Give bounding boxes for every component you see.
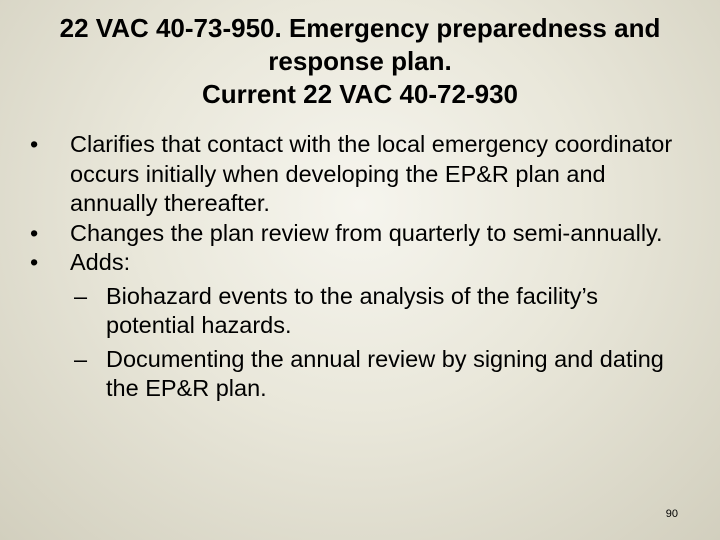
bullet-text: Clarifies that contact with the local emergency coordinator occurs initially when developing the EP&R plan and annually thereafter.: [70, 131, 673, 216]
bullet-marker: •: [30, 219, 39, 246]
sub-bullet-item-biohazard: [74, 282, 680, 341]
sub-bullet-text: Documenting the annual review by signing and dating the EP&R plan.: [106, 345, 664, 401]
title-line-2: response plan.: [268, 46, 452, 76]
slide-title: [20, 12, 700, 111]
title-line-3: Current 22 VAC 40-72-930: [202, 79, 518, 109]
sub-bullet-list: [70, 282, 680, 404]
sub-bullet-marker: –: [74, 345, 88, 372]
bullet-item-changes: [30, 219, 680, 249]
sub-bullet-text: Biohazard events to the analysis of the facility’s potential hazards.: [106, 282, 599, 338]
bullet-text: Adds:: [70, 249, 131, 275]
sub-bullet-marker: –: [74, 282, 88, 309]
bullet-marker: •: [30, 131, 39, 157]
page-number: 90: [665, 508, 678, 520]
title-line-1: 22 VAC 40-73-950. Emergency preparedness and: [59, 13, 661, 43]
bullet-item-clarifies: [30, 130, 680, 219]
bullet-text: Changes the plan review from quarterly to semi-annually.: [70, 219, 663, 246]
bullet-item-adds: [30, 248, 680, 404]
sub-bullet-item-documenting: [74, 345, 680, 404]
slide-body: [30, 130, 680, 404]
bullet-marker: •: [30, 249, 39, 275]
bullet-list: [30, 130, 680, 404]
